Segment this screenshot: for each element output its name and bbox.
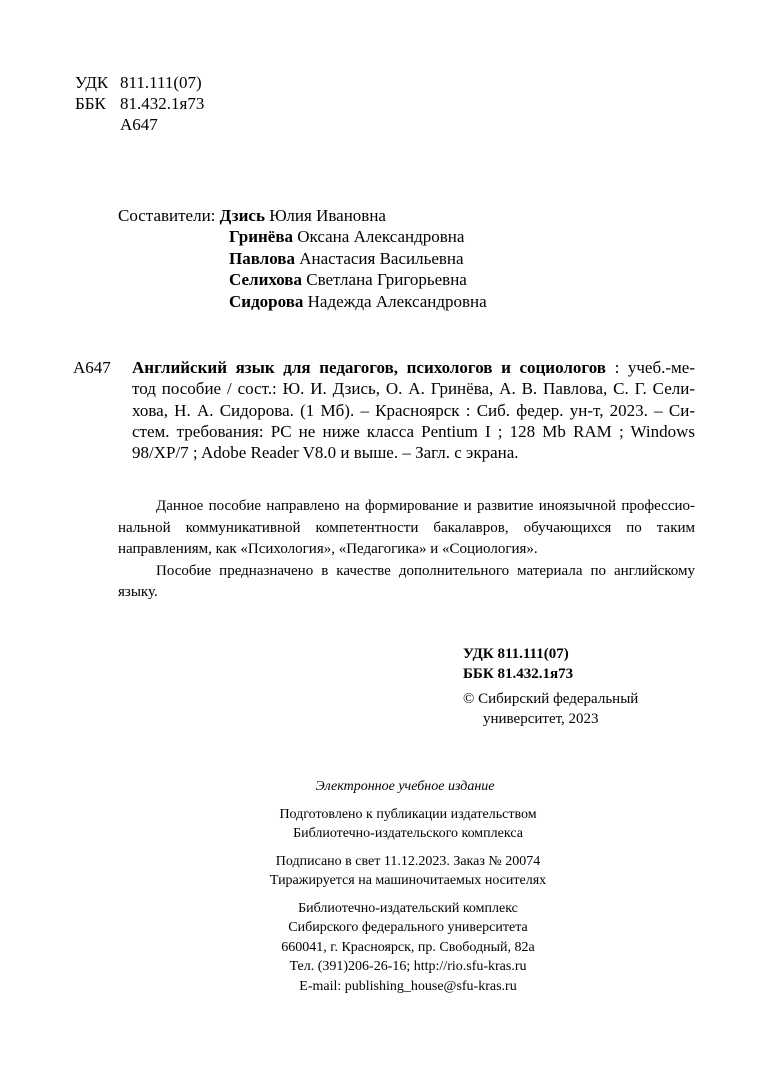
top-classification-codes	[75, 72, 204, 135]
udk-row	[75, 72, 204, 93]
bib-line-text	[132, 357, 695, 378]
author-sign: А647	[120, 115, 158, 134]
bib-line	[73, 357, 695, 378]
compiler-row	[118, 291, 487, 312]
signed-line: Подписано в свет 11.12.2023. Заказ № 20074	[275, 853, 541, 869]
imprint	[0, 778, 764, 1005]
compiler-row	[118, 248, 487, 269]
prepared-line: Библиотечно-издательского комплекса	[293, 826, 523, 841]
annotation-line: Пособие предназначено в качестве дополнительного материала по английскому	[156, 562, 695, 579]
copyright-block	[463, 690, 638, 730]
publisher-phone: Тел. (391)206-26-16; http://rio.sfu-kras.ru	[289, 959, 527, 974]
bbk-label: ББК	[75, 94, 106, 113]
compiler-given-name: Оксана Александровна	[297, 227, 465, 247]
bibliographic-description	[73, 357, 695, 463]
bib-line	[73, 400, 695, 421]
compiler-row	[118, 205, 487, 226]
annotation-line: языку.	[118, 584, 158, 600]
bbk-row	[75, 93, 204, 114]
bib-line2: тод пособие / сост.: Ю. И. Дзись, О. А. Гринёва, А. В. Павлова, С. Г. Сели-	[132, 379, 695, 399]
compiler-surname: Дзись	[219, 206, 265, 225]
right-udk: УДК 811.111(07)	[463, 646, 569, 662]
compilers-block	[118, 205, 487, 312]
imprint-edition-block	[0, 778, 764, 798]
publisher-email: E-mail: publishing_house@sfu-kras.ru	[299, 978, 517, 994]
compiler-given-name: Надежда Александровна	[307, 291, 487, 311]
annotation-line: направлениям, как «Психология», «Педагогика» и «Социология».	[118, 541, 538, 557]
compiler-row	[118, 226, 487, 247]
compilers-label: Составители:	[118, 206, 216, 225]
right-bbk: ББК 81.432.1я73	[463, 666, 574, 682]
annotation	[118, 497, 695, 605]
udk-label: УДК	[75, 73, 109, 92]
author-sign-row	[75, 114, 204, 135]
imprint-signed-block	[0, 853, 764, 892]
bib-line4: стем. требования: PC не ниже класса Pentium I ; 128 Mb RAM ; Windows	[132, 421, 695, 441]
annotation-line: Данное пособие направлено на формирование и развитие иноязычной профессио-	[156, 498, 695, 514]
copyright-line1: © Сибирский федеральный	[463, 691, 639, 707]
udk-value: 811.111(07)	[120, 73, 202, 92]
publisher-line: Сибирского федерального университета	[288, 920, 528, 935]
edition-type: Электронное учебное издание	[315, 779, 495, 794]
compiler-given-name: Анастасия Васильевна	[299, 248, 464, 268]
bib-line3: хова, Н. А. Сидорова. (1 Мб). – Красноярск : Сиб. федер. ун-т, 2023. – Си-	[132, 400, 695, 420]
bib-code: А647	[73, 358, 111, 377]
imprint-publisher-block	[0, 900, 764, 998]
imprint-prepared-block	[0, 806, 764, 845]
annotation-line: нальной коммуникативной компетентности бакалавров, обучающихся по таким	[118, 519, 695, 536]
compiler-given-name: Юлия Ивановна	[269, 206, 386, 225]
copyright-line2: университет, 2023	[483, 711, 599, 727]
bib-title: Английский язык для педагогов, психологов и социологов	[132, 358, 606, 377]
bib-line	[73, 421, 695, 442]
publisher-line: Библиотечно-издательский комплекс	[298, 900, 518, 916]
bib-line5: 98/XP/7 ; Adobe Reader V8.0 и выше. – Загл. с экрана.	[132, 443, 519, 463]
bib-line	[73, 378, 695, 399]
compiler-row	[118, 269, 487, 290]
right-classification-codes	[463, 645, 573, 685]
bib-line1-rest: : учеб.-ме-	[605, 358, 696, 377]
compiler-surname: Гринёва	[229, 227, 294, 247]
prepared-line: Подготовлено к публикации издательством	[279, 806, 537, 822]
bib-line	[73, 442, 695, 463]
bbk-value: 81.432.1я73	[120, 94, 205, 113]
compiler-surname: Павлова	[229, 248, 295, 268]
compiler-surname: Сидорова	[229, 291, 304, 311]
replicated-line: Тиражируется на машиночитаемых носителях	[269, 873, 547, 888]
compiler-given-name: Светлана Григорьевна	[306, 270, 467, 290]
publisher-address: 660041, г. Красноярск, пр. Свободный, 82а	[281, 939, 535, 955]
compiler-surname: Селихова	[229, 270, 302, 290]
